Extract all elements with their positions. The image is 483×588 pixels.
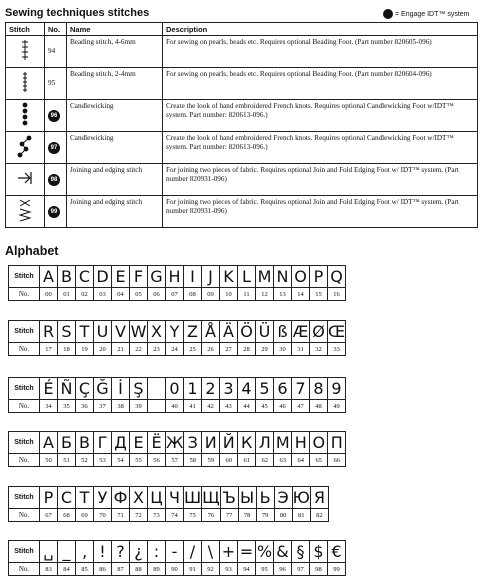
alphabet-number: 81 — [292, 509, 310, 522]
alphabet-glyph: $ — [310, 541, 328, 563]
alphabet-number: 08 — [184, 288, 202, 301]
alphabet-number: 06 — [148, 288, 166, 301]
alphabet-glyph: М — [274, 432, 292, 454]
alphabet-number: 11 — [238, 288, 256, 301]
alphabet-glyph: Х — [130, 487, 148, 509]
alphabet-glyph: Я — [310, 487, 328, 509]
alphabet-number: 19 — [76, 343, 94, 356]
candlewicking-straight-icon — [18, 120, 32, 128]
alphabet-glyph: % — [256, 542, 273, 561]
alphabet-number: 14 — [292, 288, 310, 301]
stitch-number: 94 — [48, 47, 56, 55]
table-row — [6, 68, 478, 100]
alphabet-glyph: É — [40, 378, 58, 400]
stitch-description: For sewing on pearls, beads etc. Requires optional Beading Foot. (Part number 820604-096) — [163, 68, 478, 100]
alphabet-number: 80 — [274, 509, 292, 522]
number-row — [9, 288, 346, 301]
alphabet-number: 36 — [76, 400, 94, 413]
alphabet-number: 69 — [76, 509, 94, 522]
alphabet-glyph — [148, 378, 166, 400]
alphabet-glyph: F — [130, 266, 148, 288]
alphabet-number: 78 — [238, 509, 256, 522]
alphabet-glyph: Ñ — [58, 378, 76, 400]
alphabet-glyph: Ц — [148, 487, 166, 509]
alphabet-glyph: R — [40, 321, 58, 343]
alphabet-number: 54 — [112, 454, 130, 467]
alphabet-glyph: Œ — [328, 322, 346, 341]
number-row — [9, 454, 346, 467]
alphabet-glyph: I — [184, 266, 202, 288]
alphabet-glyph: L — [238, 266, 256, 288]
alphabet-number: 73 — [148, 509, 166, 522]
idt-number-badge: 97 — [48, 142, 60, 154]
alphabet-glyph: Q — [328, 266, 346, 288]
alphabet-glyph: : — [148, 541, 166, 563]
alphabet-number: 62 — [256, 454, 274, 467]
alphabet-glyph: B — [58, 266, 76, 288]
alphabet-number: 46 — [274, 400, 292, 413]
alphabet-number: 29 — [256, 343, 274, 356]
alphabet-glyph: И — [202, 432, 220, 454]
alphabet-number: 71 — [112, 509, 130, 522]
idt-dot-icon — [383, 9, 393, 19]
glyph-row — [9, 432, 346, 454]
alphabet-number: 12 — [256, 288, 274, 301]
glyph-row — [9, 378, 346, 400]
alphabet-glyph: Н — [292, 432, 310, 454]
alphabet-number: 85 — [76, 563, 94, 576]
alphabet-number: 53 — [94, 454, 112, 467]
alphabet-number: 22 — [130, 343, 148, 356]
alphabet-number — [148, 400, 166, 413]
alphabet-number: 64 — [292, 454, 310, 467]
alphabet-glyph: 9 — [328, 378, 346, 400]
glyph-row — [9, 266, 346, 288]
alphabet-number: 33 — [328, 343, 346, 356]
sewing-stitch-table — [5, 22, 478, 228]
glyph-row — [9, 487, 329, 509]
table-row — [6, 196, 478, 228]
alphabet-glyph: Ç — [76, 378, 94, 400]
alphabet-glyph: 3 — [220, 378, 238, 400]
alphabet-glyph: В — [76, 432, 94, 454]
alphabet-glyph: ‚ — [76, 541, 94, 563]
stitch-label: Stitch — [9, 432, 40, 454]
stitch-number-cell — [45, 100, 67, 132]
alphabet-number: 82 — [310, 509, 328, 522]
alphabet-number: 96 — [274, 563, 292, 576]
alphabet-glyph: M — [256, 266, 274, 288]
alphabet-table — [8, 265, 346, 301]
alphabet-glyph: Ø — [310, 321, 328, 343]
alphabet-number: 17 — [40, 343, 58, 356]
alphabet-glyph: 7 — [292, 378, 310, 400]
alphabet-number: 87 — [112, 563, 130, 576]
alphabet-number: 25 — [184, 343, 202, 356]
alphabet-glyph: 8 — [310, 378, 328, 400]
number-row — [9, 400, 346, 413]
alphabet-glyph: G — [148, 266, 166, 288]
no-label: No. — [9, 454, 40, 467]
alphabet-glyph: О — [310, 432, 328, 454]
alphabet-number: 97 — [292, 563, 310, 576]
stitch-symbol-cell — [6, 100, 45, 132]
alphabet-number: 63 — [274, 454, 292, 467]
no-label: No. — [9, 563, 40, 576]
alphabet-glyph: J — [202, 266, 220, 288]
alphabet-glyph: К — [238, 432, 256, 454]
idt-number-badge: 98 — [48, 174, 60, 186]
alphabet-glyph: C — [76, 266, 94, 288]
alphabet-glyph: Ш — [184, 488, 202, 507]
alphabet-number: 55 — [130, 454, 148, 467]
alphabet-glyph: T — [76, 321, 94, 343]
alphabet-glyph: O — [292, 266, 310, 288]
alphabet-number: 48 — [310, 400, 328, 413]
alphabet-glyph: 1 — [184, 378, 202, 400]
table-row — [6, 164, 478, 196]
alphabet-glyph: Й — [220, 432, 238, 454]
beading-stitch-wide-icon — [18, 55, 32, 63]
alphabet-number: 39 — [130, 400, 148, 413]
alphabet-glyph: Б — [58, 432, 76, 454]
beading-stitch-narrow-icon — [18, 87, 32, 95]
alphabet-glyph: & — [274, 541, 292, 563]
alphabet-glyph: U — [94, 321, 112, 343]
alphabet-number: 01 — [58, 288, 76, 301]
alphabet-glyph: - — [166, 541, 184, 563]
col-header-name: Name — [67, 23, 163, 36]
alphabet-glyph: Ю — [292, 488, 310, 507]
stitch-label: Stitch — [9, 266, 40, 288]
alphabet-number: 52 — [76, 454, 94, 467]
alphabet-glyph: 6 — [274, 378, 292, 400]
alphabet-number: 68 — [58, 509, 76, 522]
alphabet-number: 50 — [40, 454, 58, 467]
alphabet-glyph: N — [274, 266, 292, 288]
alphabet-glyph: Э — [274, 487, 292, 509]
alphabet-number: 94 — [238, 563, 256, 576]
alphabet-number: 72 — [130, 509, 148, 522]
table-row — [6, 132, 478, 164]
alphabet-number: 77 — [220, 509, 238, 522]
alphabet-glyph: / — [184, 541, 202, 563]
alphabet-glyph: Å — [202, 321, 220, 343]
alphabet-number: 00 — [40, 288, 58, 301]
alphabet-number: 20 — [94, 343, 112, 356]
alphabet-glyph: Р — [40, 487, 58, 509]
alphabet-title: Alphabet — [5, 244, 59, 258]
alphabet-number: 26 — [202, 343, 220, 356]
alphabet-number: 47 — [292, 400, 310, 413]
alphabet-number: 89 — [148, 563, 166, 576]
alphabet-glyph: Ъ — [220, 487, 238, 509]
stitch-name: Candlewicking — [67, 100, 163, 132]
col-header-no: No. — [45, 23, 67, 36]
alphabet-number: 98 — [310, 563, 328, 576]
number-row — [9, 343, 346, 356]
alphabet-glyph: § — [292, 541, 310, 563]
stitch-name: Joining and edging stitch — [67, 196, 163, 228]
stitch-number: 95 — [48, 79, 56, 87]
alphabet-glyph: Д — [112, 432, 130, 454]
alphabet-number: 28 — [238, 343, 256, 356]
alphabet-number: 74 — [166, 509, 184, 522]
no-label: No. — [9, 343, 40, 356]
table-row — [6, 100, 478, 132]
stitch-number-cell — [45, 164, 67, 196]
alphabet-glyph: Ü — [256, 321, 274, 343]
stitch-number-cell — [45, 196, 67, 228]
stitch-description: For joining two pieces of fabric. Requires optional Join and Fold Edging Foot w/ IDT™ system. (Part number 820931-096) — [163, 196, 478, 228]
idt-number-badge: 96 — [48, 110, 60, 122]
alphabet-number: 45 — [256, 400, 274, 413]
alphabet-table — [8, 377, 346, 413]
alphabet-glyph: ␣ — [40, 541, 58, 563]
alphabet-glyph: ? — [112, 541, 130, 563]
alphabet-glyph: У — [94, 487, 112, 509]
stitch-description: Create the look of hand embroidered French knots. Requires optional Candlewicking Foot w/IDT™ system. Part number: 820613-096.) — [163, 132, 478, 164]
alphabet-number: 30 — [274, 343, 292, 356]
alphabet-glyph: D — [94, 266, 112, 288]
alphabet-number: 34 — [40, 400, 58, 413]
stitch-number-cell — [45, 132, 67, 164]
stitch-symbol-cell — [6, 36, 45, 68]
alphabet-glyph: Ф — [112, 487, 130, 509]
alphabet-number: 92 — [202, 563, 220, 576]
alphabet-table — [8, 486, 329, 522]
stitch-label: Stitch — [9, 541, 40, 563]
alphabet-number: 38 — [112, 400, 130, 413]
alphabet-number: 31 — [292, 343, 310, 356]
alphabet-number: 35 — [58, 400, 76, 413]
stitch-name: Candlewicking — [67, 132, 163, 164]
alphabet-glyph: Ч — [166, 487, 184, 509]
alphabet-glyph: \ — [202, 541, 220, 563]
alphabet-number: 09 — [202, 288, 220, 301]
no-label: No. — [9, 400, 40, 413]
stitch-description: Create the look of hand embroidered French knots. Requires optional Candlewicking Foot w/IDT™ system. Part number: 820613-096.) — [163, 100, 478, 132]
alphabet-number: 27 — [220, 343, 238, 356]
alphabet-number: 83 — [40, 563, 58, 576]
alphabet-number: 91 — [184, 563, 202, 576]
alphabet-glyph: 0 — [166, 378, 184, 400]
alphabet-glyph: H — [166, 266, 184, 288]
alphabet-number: 41 — [184, 400, 202, 413]
alphabet-glyph: W — [130, 322, 147, 341]
alphabet-glyph: Т — [76, 487, 94, 509]
alphabet-glyph: А — [40, 432, 58, 454]
alphabet-glyph: 4 — [238, 378, 256, 400]
alphabet-table — [8, 431, 346, 467]
alphabet-number: 24 — [166, 343, 184, 356]
alphabet-number: 42 — [202, 400, 220, 413]
alphabet-number: 23 — [148, 343, 166, 356]
no-label: No. — [9, 509, 40, 522]
idt-legend — [383, 9, 470, 19]
col-header-description: Description — [163, 23, 478, 36]
alphabet-glyph: ¿ — [130, 541, 148, 563]
alphabet-number: 51 — [58, 454, 76, 467]
alphabet-glyph: X — [148, 321, 166, 343]
alphabet-number: 07 — [166, 288, 184, 301]
alphabet-glyph: 2 — [202, 378, 220, 400]
alphabet-glyph: П — [328, 432, 346, 454]
number-row — [9, 509, 329, 522]
glyph-row — [9, 541, 346, 563]
alphabet-glyph: Y — [166, 321, 184, 343]
alphabet-number: 61 — [238, 454, 256, 467]
stitch-number-cell — [45, 36, 67, 68]
stitch-name: Joining and edging stitch — [67, 164, 163, 196]
alphabet-number: 75 — [184, 509, 202, 522]
table-header-row — [6, 23, 478, 36]
alphabet-number: 43 — [220, 400, 238, 413]
alphabet-number: 88 — [130, 563, 148, 576]
alphabet-glyph: Ö — [238, 321, 256, 343]
number-row — [9, 563, 346, 576]
alphabet-number: 65 — [310, 454, 328, 467]
stitch-symbol-cell — [6, 68, 45, 100]
alphabet-number: 44 — [238, 400, 256, 413]
alphabet-glyph: 5 — [256, 378, 274, 400]
stitch-description: For sewing on pearls, beads etc. Requires optional Beading Foot. (Part number 820605-096) — [163, 36, 478, 68]
alphabet-glyph: + — [220, 541, 238, 563]
alphabet-number: 05 — [130, 288, 148, 301]
joining-stitch-zigzag-icon — [17, 216, 33, 224]
alphabet-glyph: _ — [58, 541, 76, 563]
alphabet-glyph: A — [40, 266, 58, 288]
alphabet-glyph: Ё — [148, 432, 166, 454]
alphabet-glyph: З — [184, 432, 202, 454]
alphabet-glyph: P — [310, 266, 328, 288]
alphabet-number: 66 — [328, 454, 346, 467]
stitch-label: Stitch — [9, 321, 40, 343]
alphabet-number: 58 — [184, 454, 202, 467]
alphabet-table — [8, 320, 346, 356]
alphabet-number: 13 — [274, 288, 292, 301]
joining-stitch-arrow-icon — [16, 181, 34, 189]
alphabet-number: 18 — [58, 343, 76, 356]
alphabet-number: 99 — [328, 563, 346, 576]
alphabet-glyph: K — [220, 266, 238, 288]
alphabet-number: 04 — [112, 288, 130, 301]
table-row — [6, 36, 478, 68]
stitch-symbol-cell — [6, 132, 45, 164]
no-label: No. — [9, 288, 40, 301]
alphabet-number: 10 — [220, 288, 238, 301]
alphabet-glyph: Ğ — [94, 378, 112, 400]
alphabet-number: 21 — [112, 343, 130, 356]
alphabet-glyph: V — [112, 321, 130, 343]
alphabet-glyph: Ж — [166, 433, 184, 452]
glyph-row — [9, 321, 346, 343]
alphabet-number: 70 — [94, 509, 112, 522]
candlewicking-diagonal-icon — [17, 152, 33, 160]
idt-legend-text: = Engage IDT™ system — [395, 10, 470, 18]
alphabet-number: 76 — [202, 509, 221, 522]
alphabet-number: 57 — [166, 454, 184, 467]
stitch-number-cell — [45, 68, 67, 100]
alphabet-number: 86 — [94, 563, 112, 576]
stitch-label: Stitch — [9, 378, 40, 400]
alphabet-glyph: Ş — [130, 378, 148, 400]
alphabet-glyph: Ы — [240, 488, 255, 507]
stitch-name: Beading stitch, 2-4mm — [67, 68, 163, 100]
alphabet-glyph: С — [58, 487, 76, 509]
col-header-stitch: Stitch — [6, 23, 45, 36]
alphabet-glyph: Z — [184, 321, 202, 343]
alphabet-number: 67 — [40, 509, 58, 522]
alphabet-number: 59 — [202, 454, 220, 467]
alphabet-number: 84 — [58, 563, 76, 576]
stitch-label: Stitch — [9, 487, 40, 509]
alphabet-number: 37 — [94, 400, 112, 413]
stitch-symbol-cell — [6, 196, 45, 228]
alphabet-glyph: E — [112, 266, 130, 288]
alphabet-table — [8, 540, 346, 576]
alphabet-glyph: Ь — [256, 487, 274, 509]
alphabet-number: 03 — [94, 288, 112, 301]
section-title: Sewing techniques stitches — [5, 7, 150, 19]
alphabet-glyph: Æ — [292, 322, 309, 341]
stitch-name: Beading stitch, 4-6mm — [67, 36, 163, 68]
alphabet-glyph: Л — [256, 432, 274, 454]
alphabet-number: 79 — [256, 509, 274, 522]
alphabet-glyph: ß — [274, 321, 292, 343]
stitch-description: For joining two pieces of fabric. Requires optional Join and Fold Edging Foot w/ IDT™ system. (Part number 820931-096) — [163, 164, 478, 196]
alphabet-number: 40 — [166, 400, 184, 413]
alphabet-glyph: ! — [94, 541, 112, 563]
alphabet-number: 90 — [166, 563, 184, 576]
alphabet-glyph: Щ — [202, 488, 220, 507]
alphabet-glyph: Ä — [220, 321, 238, 343]
alphabet-glyph: İ — [112, 378, 130, 400]
alphabet-glyph: Г — [94, 432, 112, 454]
idt-number-badge: 99 — [48, 206, 60, 218]
alphabet-glyph: € — [328, 541, 346, 563]
alphabet-glyph: S — [58, 321, 76, 343]
alphabet-number: 93 — [220, 563, 238, 576]
alphabet-number: 49 — [328, 400, 346, 413]
alphabet-number: 15 — [310, 288, 328, 301]
alphabet-number: 60 — [220, 454, 238, 467]
alphabet-number: 16 — [328, 288, 346, 301]
alphabet-glyph: Е — [130, 432, 148, 454]
alphabet-glyph: = — [238, 541, 256, 563]
stitch-symbol-cell — [6, 164, 45, 196]
alphabet-number: 02 — [76, 288, 94, 301]
alphabet-number: 32 — [310, 343, 328, 356]
alphabet-number: 95 — [256, 563, 274, 576]
alphabet-number: 56 — [148, 454, 166, 467]
